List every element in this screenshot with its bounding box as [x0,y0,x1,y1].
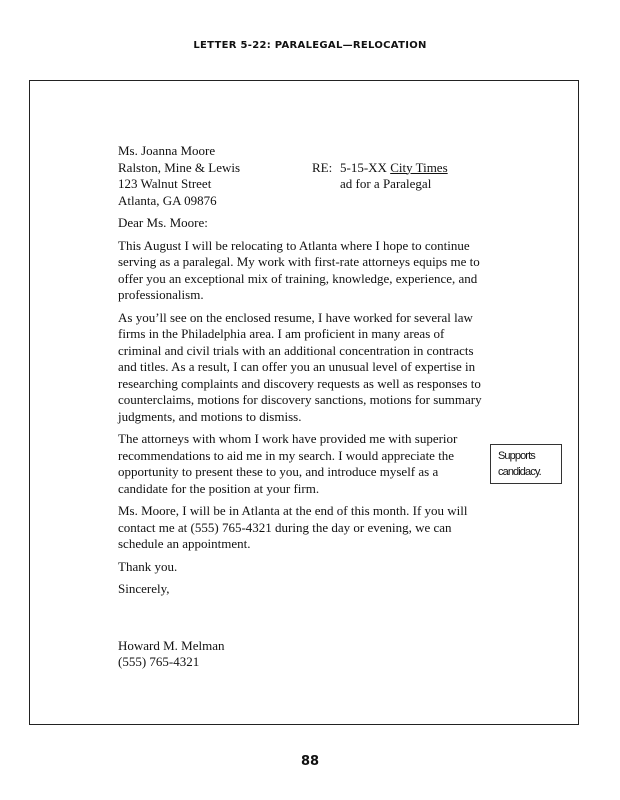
closing: Sincerely, [118,581,170,596]
recipient-city: Atlanta, GA 09876 [118,192,217,208]
recipient-street: 123 Walnut Street [118,176,212,191]
reference-date: 5-15-XX [340,159,387,175]
reference-line-2: ad for a Paralegal [340,176,432,191]
address-row-4 [118,193,490,210]
paragraph-4: Ms. Moore, I will be in Atlanta at the end of this month. If you will contact me at (555) 765-4321 during the day or evening, we can schedule an appointment. [118,503,468,551]
signature-name: Howard M. Melman [118,637,225,653]
recipient-name: Ms. Joanna Moore [118,143,216,158]
paragraph-3: The attorneys with whom I work have provided me with superior recommendations to aid me in my search. I would appreciate the opportunity to present these to you, and introduce myself as a candidate for the position at your firm. [118,431,458,496]
margin-note-line-2: candidacy. [498,466,541,478]
recipient-company: Ralston, Mine & Lewis [118,159,241,175]
page-heading: LETTER 5-22: PARALEGAL—RELOCATION [193,40,427,51]
reference-line-1 [340,160,448,177]
salutation: Dear Ms. Moore: [118,215,208,230]
margin-note-line-1: Supports [498,450,535,462]
address-row-2 [118,160,490,177]
reference-publication: City Times [390,159,448,175]
address-row-1 [118,143,490,160]
reference-label: RE: [312,159,333,175]
page-number: 88 [300,754,320,769]
paragraph-2: As you’ll see on the enclosed resume, I have worked for several law firms in the Philadelphia area. I am proficient in many areas of criminal and civil trials with an additional concentration in contracts and titles. As a result, I can offer you an unusual level of expertise in researching complaints and discovery requests as well as responses to counterclaims, motions for discovery sanctions, motions for summary judgments, and motions to dismiss. [118,309,482,424]
paragraph-1: This August I will be relocating to Atlanta where I hope to continue serving as a paralegal. My work with first-rate attorneys equips me to offer you an exceptional mix of training, knowledge, experience, and professionalism. [118,237,480,302]
margin-note [490,444,562,484]
address-row-3 [118,176,490,193]
signature-phone: (555) 765-4321 [118,654,200,669]
thank-you: Thank you. [118,558,178,574]
letter-body [118,143,490,671]
